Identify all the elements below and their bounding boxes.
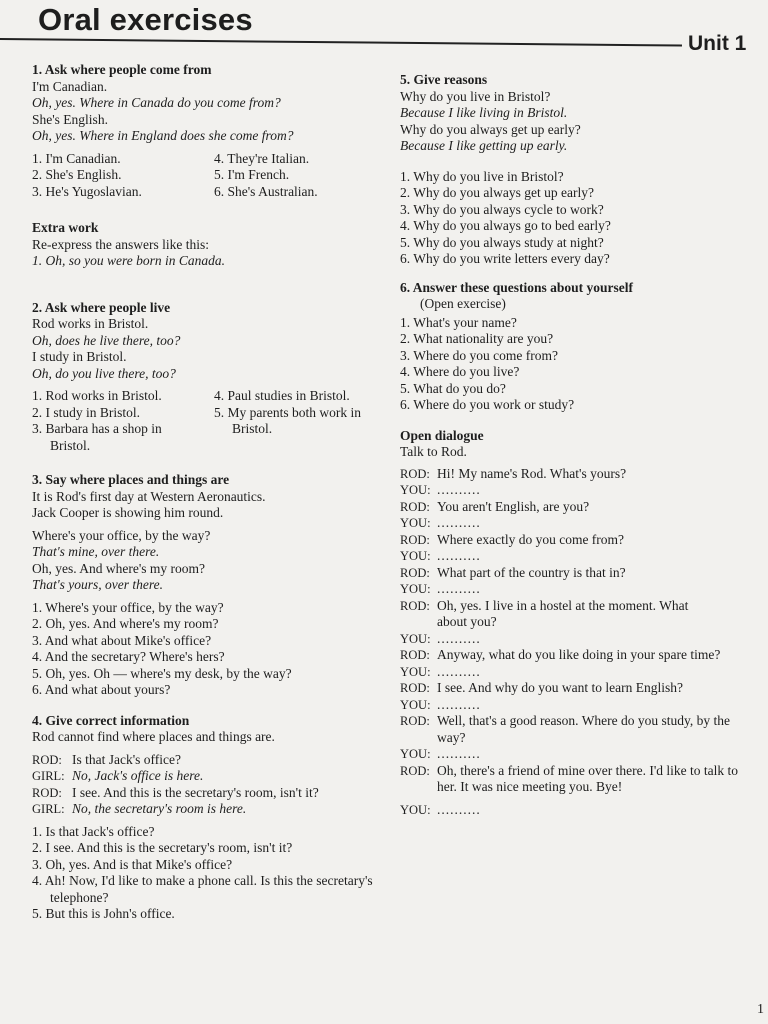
utterance: I see. And why do you want to learn English? <box>437 680 683 695</box>
dialogue-line <box>400 532 745 549</box>
left-column <box>32 62 377 923</box>
exercise-6-heading: 6. Answer these questions about yourself <box>400 279 634 295</box>
exercise-2-items <box>32 388 377 454</box>
exercise-4-items <box>32 824 377 923</box>
utterance: No, the secretary's room is here. <box>72 801 247 816</box>
model-line: Why do you always get up early? <box>400 121 581 137</box>
utterance: Oh, there's a friend of mine over there. I'd like to talk to her. It was nice meeting you. Bye! <box>437 762 739 794</box>
dialogue-line <box>400 697 745 714</box>
speaker: ROD: <box>400 714 430 728</box>
list-item: 3. Where do you come from? <box>400 347 558 363</box>
dialogue-line <box>400 499 745 516</box>
list-item: 6. And what about yours? <box>32 682 171 697</box>
exercise-1 <box>32 62 377 200</box>
answer-blank: .......... <box>437 801 481 817</box>
list-item: 3. Barbara has a shop in Bristol. <box>32 421 162 453</box>
model-line: That's yours, over there. <box>32 577 163 592</box>
exercise-6 <box>400 280 745 414</box>
model-line: I study in Bristol. <box>32 349 127 364</box>
list-item: 4. Where do you live? <box>400 364 520 379</box>
exercise-4-heading: 4. Give correct information <box>32 712 190 728</box>
model-line: Oh, do you live there, too? <box>32 365 176 381</box>
exercise-2-heading: 2. Ask where people live <box>32 299 171 315</box>
intro-line: Rod cannot find where places and things are. <box>32 729 275 744</box>
dialogue-line <box>400 680 745 697</box>
list-item: 4. They're Italian. <box>214 150 310 166</box>
list-item: 2. What nationality are you? <box>400 331 554 346</box>
dialogue-line <box>400 647 745 664</box>
answer-blank: .......... <box>437 581 481 596</box>
exercise-6-items <box>400 315 745 414</box>
utterance: I see. And this is the secretary's room, isn't it? <box>72 784 319 800</box>
list-item: 5. I'm French. <box>214 167 290 182</box>
list-item: 5. Oh, yes. Oh — where's my desk, by the way? <box>32 665 292 681</box>
utterance: Is that Jack's office? <box>72 751 182 767</box>
list-item: 4. Why do you always go to bed early? <box>400 218 611 233</box>
dialogue-line <box>32 801 377 818</box>
exercise-5 <box>400 72 745 268</box>
page-title: Oral exercises <box>38 2 253 37</box>
list-item: 3. Why do you always cycle to work? <box>400 201 604 217</box>
answer-blank: .......... <box>437 696 481 712</box>
speaker: GIRL: <box>32 802 65 816</box>
utterance: What part of the country is that in? <box>437 564 626 580</box>
list-item: 3. And what about Mike's office? <box>32 632 212 648</box>
model-line: Oh, does he live there, too? <box>32 332 181 348</box>
model-line: Because I like getting up early. <box>400 138 568 153</box>
exercise-1-heading: 1. Ask where people come from <box>32 62 212 77</box>
list-item: 2. Oh, yes. And where's my room? <box>32 616 219 631</box>
speaker: ROD: <box>32 752 62 767</box>
answer-blank: .......... <box>437 630 481 646</box>
utterance: Where exactly do you come from? <box>437 531 625 547</box>
model-line: Where's your office, by the way? <box>32 527 211 543</box>
model-line: I'm Canadian. <box>32 78 108 94</box>
dialogue-line <box>400 802 745 819</box>
exercise-5-items <box>400 169 745 268</box>
model-line: Why do you live in Bristol? <box>400 88 551 104</box>
list-item: 1. Rod works in Bristol. <box>32 388 162 403</box>
list-item: 1. I'm Canadian. <box>32 150 121 166</box>
speaker: ROD: <box>400 532 430 547</box>
utterance: Hi! My name's Rod. What's yours? <box>437 465 627 481</box>
list-item: 3. Oh, yes. And is that Mike's office? <box>32 856 233 872</box>
list-item: 5. But this is John's office. <box>32 906 175 921</box>
list-item: 1. What's your name? <box>400 314 517 330</box>
dialogue-line <box>400 466 745 483</box>
model-line: Because I like living in Bristol. <box>400 105 568 120</box>
list-item: 3. He's Yugoslavian. <box>32 183 142 199</box>
dialogue-line <box>400 763 745 796</box>
list-item: 1. Is that Jack's office? <box>32 823 155 839</box>
list-item: 2. She's English. <box>32 167 122 182</box>
exercise-3-items <box>32 600 377 699</box>
list-item: 6. She's Australian. <box>214 183 318 199</box>
dialogue-line <box>400 581 745 598</box>
model-line: Oh, yes. Where in England does she come from? <box>32 128 294 143</box>
exercise-6-sub: (Open exercise) <box>420 296 506 311</box>
speaker: ROD: <box>400 763 430 778</box>
dialogue-line <box>400 713 745 746</box>
dialogue-line <box>400 631 745 648</box>
right-column <box>400 72 745 818</box>
answer-blank: .......... <box>437 663 481 679</box>
exercise-5-heading: 5. Give reasons <box>400 72 488 87</box>
model-line: She's English. <box>32 111 108 127</box>
model-line: Rod works in Bristol. <box>32 316 149 331</box>
list-item: 4. And the secretary? Where's hers? <box>32 649 225 664</box>
open-dialogue-lines <box>400 466 745 819</box>
answer-blank: .......... <box>437 746 481 761</box>
list-item: 2. I see. And this is the secretary's room, isn't it? <box>32 840 293 855</box>
exercise-3 <box>32 472 377 699</box>
extra-work-text: Re-express the answers like this: <box>32 236 209 252</box>
speaker: ROD: <box>400 648 430 662</box>
list-item: 4. Paul studies in Bristol. <box>214 388 350 403</box>
list-item: 1. Why do you live in Bristol? <box>400 168 564 184</box>
speaker: YOU: <box>400 582 431 596</box>
dialogue-line <box>400 482 745 499</box>
model-line: Oh, yes. Where in Canada do you come from? <box>32 95 281 110</box>
speaker: YOU: <box>400 802 431 817</box>
dialogue-line <box>400 664 745 681</box>
dialogue-line <box>32 785 377 802</box>
extra-work-example: 1. Oh, so you were born in Canada. <box>32 253 225 268</box>
utterance: You aren't English, are you? <box>437 498 590 514</box>
list-item: 2. Why do you always get up early? <box>400 185 594 200</box>
list-item: 6. Why do you write letters every day? <box>400 251 610 266</box>
dialogue-line <box>400 598 745 631</box>
list-item: 1. Where's your office, by the way? <box>32 599 224 615</box>
open-dialogue-heading: Open dialogue <box>400 427 484 443</box>
model-line: Oh, yes. And where's my room? <box>32 560 206 576</box>
dialogue-line <box>400 746 745 763</box>
dialogue-line <box>400 548 745 565</box>
speaker: ROD: <box>400 466 430 481</box>
intro-line: It is Rod's first day at Western Aeronautics. <box>32 488 266 504</box>
list-item: 5. Why do you always study at night? <box>400 234 604 250</box>
list-item: 5. My parents both work in Bristol. <box>214 404 361 436</box>
exercise-3-heading: 3. Say where places and things are <box>32 472 230 487</box>
speaker: ROD: <box>400 565 430 580</box>
dialogue-line <box>400 515 745 532</box>
list-item: 4. Ah! Now, I'd like to make a phone call. Is this the secretary's telephone? <box>32 873 373 905</box>
title-rule <box>0 38 682 47</box>
speaker: ROD: <box>400 598 430 613</box>
utterance: Well, that's a good reason. Where do you study, by the way? <box>437 713 731 745</box>
dialogue-line <box>32 752 377 769</box>
list-item: 5. What do you do? <box>400 380 506 396</box>
exercise-4 <box>32 713 377 923</box>
speaker: ROD: <box>400 499 430 514</box>
open-dialogue <box>400 428 745 819</box>
exercise-4-dialogue <box>32 752 377 818</box>
speaker: YOU: <box>400 516 431 530</box>
extra-work-heading: Extra work <box>32 220 99 235</box>
speaker: ROD: <box>32 785 62 800</box>
speaker: YOU: <box>400 631 431 646</box>
speaker: YOU: <box>400 747 431 761</box>
speaker: YOU: <box>400 483 431 497</box>
answer-blank: .......... <box>437 482 481 497</box>
page-number: 1 <box>757 1002 764 1017</box>
list-item: 2. I study in Bristol. <box>32 404 141 420</box>
exercise-2 <box>32 300 377 455</box>
extra-work <box>32 220 377 270</box>
model-line: That's mine, over there. <box>32 544 160 559</box>
speaker: ROD: <box>400 681 430 695</box>
answer-blank: .......... <box>437 548 481 563</box>
speaker: YOU: <box>400 697 431 712</box>
exercise-1-items <box>32 151 377 201</box>
open-dialogue-sub: Talk to Rod. <box>400 444 467 459</box>
utterance: Anyway, what do you like doing in your spare time? <box>437 647 721 662</box>
intro-line: Jack Cooper is showing him round. <box>32 505 224 520</box>
dialogue-line <box>32 768 377 785</box>
speaker: YOU: <box>400 549 431 563</box>
unit-label: Unit 1 <box>688 32 747 55</box>
list-item: 6. Where do you work or study? <box>400 397 575 412</box>
dialogue-line <box>400 565 745 582</box>
speaker: YOU: <box>400 664 431 679</box>
utterance: No, Jack's office is here. <box>72 768 204 783</box>
utterance: Oh, yes. I live in a hostel at the moment. What about you? <box>437 597 689 629</box>
answer-blank: .......... <box>437 515 481 530</box>
speaker: GIRL: <box>32 769 65 783</box>
